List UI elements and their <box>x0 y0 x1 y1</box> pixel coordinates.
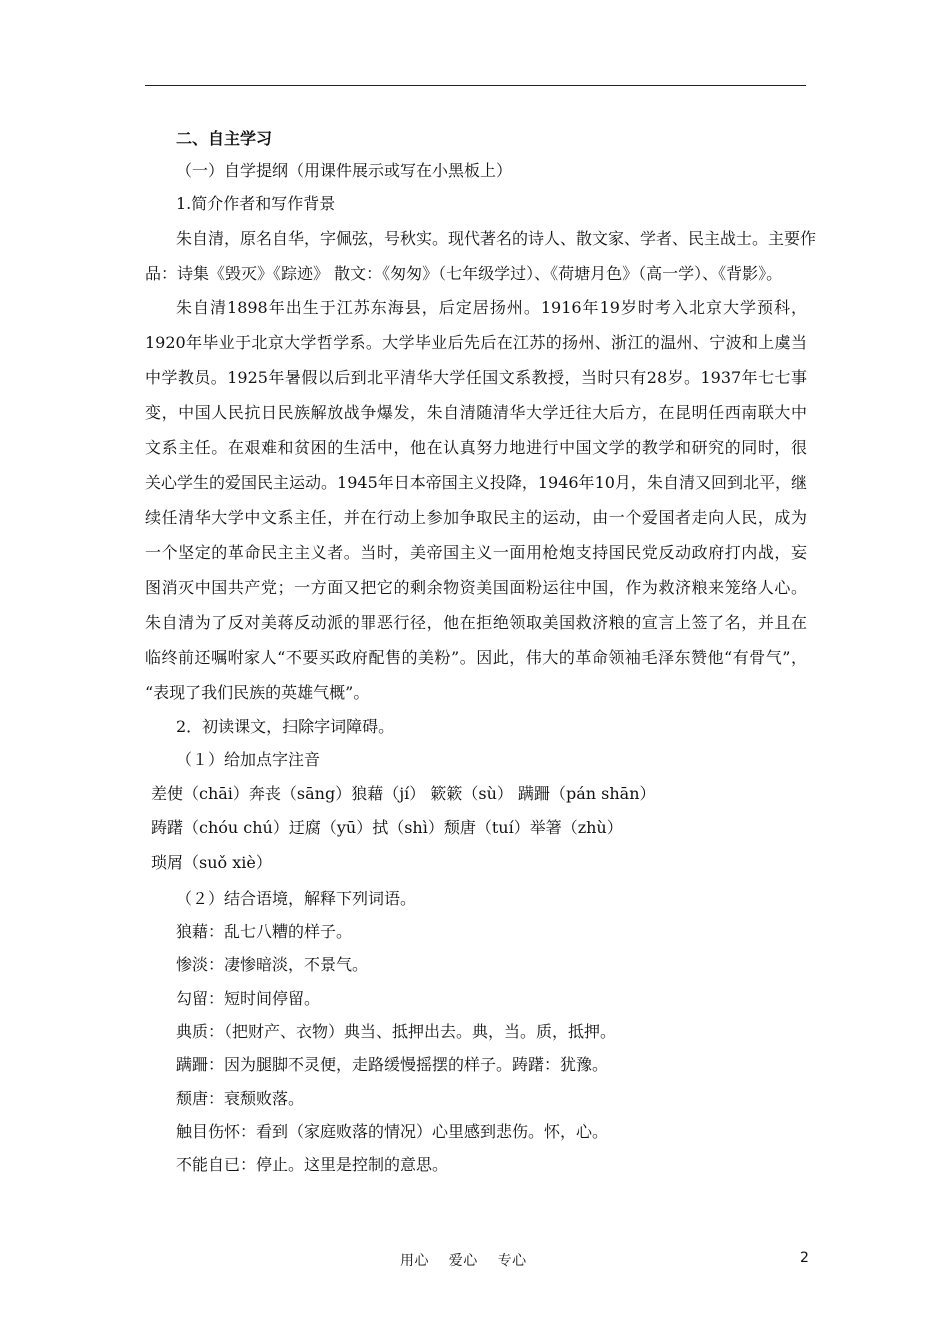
outline-title: （一）自学提纲（用课件展示或写在小黑板上） <box>176 161 513 180</box>
page-number: 2 <box>800 1250 809 1266</box>
bio-line: 1920年毕业于北京大学哲学系。大学毕业后先后在江苏的扬州、浙江的温州、宁波和上虞当 <box>145 333 807 352</box>
intro-line: 朱自清，原名自华，字佩弦，号秋实。现代著名的诗人、散文家、学者、民主战士。主要作 <box>176 229 817 248</box>
bio-line: 一个坚定的革命民主主义者。当时，美帝国主义一面用枪炮支持国民党反动政府打内战，妄 <box>145 543 807 562</box>
bio-line: 关心学生的爱国民主运动。1945年日本帝国主义投降，1946年10月，朱自清又回到北平，继 <box>145 473 807 492</box>
definition-item: 惨淡：凄惨暗淡，不景气。 <box>176 955 369 974</box>
bio-line: 临终前还嘱咐家人“不要买政府配售的美粉”。因此，伟大的革命领袖毛泽东赞他“有骨气”， <box>145 648 807 667</box>
footer-motto: 用心 爱心 专心 <box>400 1253 527 1269</box>
bio-line: 图消灭中国共产党；一方面又把它的剩余物资美国面粉运往中国，作为救济粮来笼络人心。 <box>145 578 807 597</box>
pinyin-line: 踌躇（chóu chú）迂腐（yū）拭（shì）颓唐（tuí）举箸（zhù） <box>151 818 623 837</box>
section-heading: 二、自主学习 <box>176 129 273 148</box>
pinyin-line: 琐屑（suǒ xiè） <box>151 853 272 872</box>
item-1-title: 1.简介作者和写作背景 <box>176 194 336 213</box>
definition-item: 颓唐：衰颓败落。 <box>176 1089 305 1108</box>
item-2-title: 2．初读课文，扫除字词障碍。 <box>176 717 395 736</box>
definition-item: 勾留：短时间停留。 <box>176 989 321 1008</box>
bio-line: “表现了我们民族的英雄气概”。 <box>145 683 370 702</box>
pinyin-line: 差使（chāi）奔丧（sāng）狼藉（jí） 簌簌（sù） 蹒跚（pán shān） <box>151 784 656 803</box>
definition-item: 不能自已：停止。这里是控制的意思。 <box>176 1155 449 1174</box>
bio-line: 变，中国人民抗日民族解放战争爆发，朱自清随清华大学迁往大后方，在昆明任西南联大中 <box>145 403 807 422</box>
definition-item: 典质：（把财产、衣物）典当、抵押出去。典，当。质，抵押。 <box>176 1022 617 1041</box>
sub-2-title: （２）结合语境，解释下列词语。 <box>176 889 417 908</box>
bio-line: 中学教员。1925年暑假以后到北平清华大学任国文系教授，当时只有28岁。1937年七七事 <box>145 368 807 387</box>
bio-line: 续任清华大学中文系主任，并在行动上参加争取民主的运动，由一个爱国者走向人民，成为 <box>145 508 807 527</box>
definition-item: 狼藉：乱七八糟的样子。 <box>176 922 353 941</box>
definition-item: 蹒跚：因为腿脚不灵便，走路缓慢摇摆的样子。踌躇：犹豫。 <box>176 1055 609 1074</box>
bio-line: 文系主任。在艰难和贫困的生活中，他在认真努力地进行中国文学的教学和研究的同时，很 <box>145 438 807 457</box>
sub-1-title: （１）给加点字注音 <box>176 750 321 769</box>
bio-line: 朱自清为了反对美蒋反动派的罪恶行径，他在拒绝领取美国救济粮的宣言上签了名，并且在 <box>145 613 807 632</box>
intro-line: 品：诗集《毁灭》《踪迹》 散文：《匆匆》（七年级学过）、《荷塘月色》（高一学）、《背影》。 <box>145 264 783 283</box>
header-rule <box>145 85 806 86</box>
bio-line: 朱自清1898年出生于江苏东海县，后定居扬州。1916年19岁时考入北京大学预科， <box>176 298 807 317</box>
definition-item: 触目伤怀：看到（家庭败落的情况）心里感到悲伤。怀，心。 <box>176 1122 609 1141</box>
